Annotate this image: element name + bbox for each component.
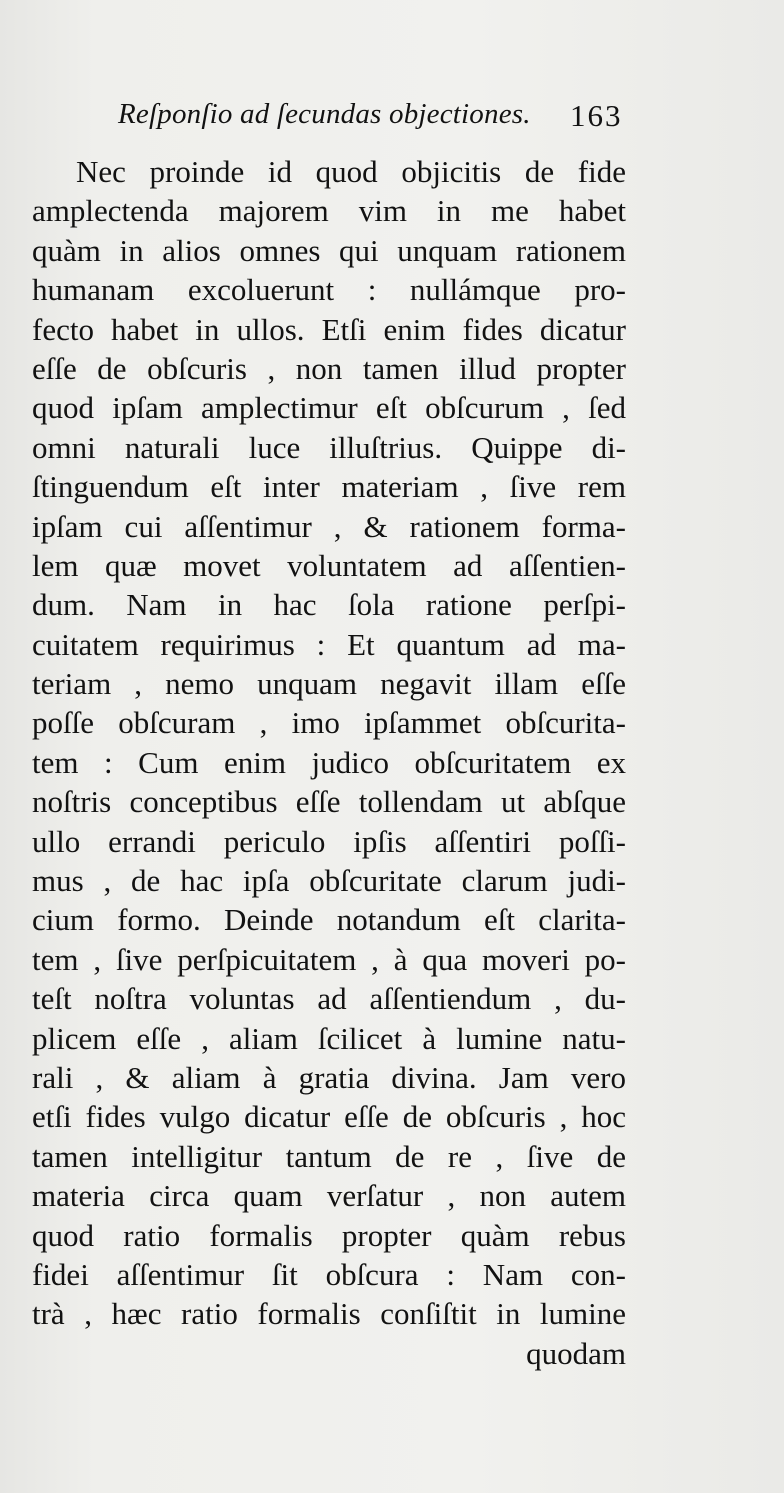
text-line: plicem eſſe , aliam ſcilicet à lumine natu- bbox=[32, 1020, 626, 1056]
text-line: quàm in alios omnes qui unquam rationem bbox=[32, 232, 626, 268]
text-line: teſt noſtra voluntas ad aſſentiendum , du- bbox=[32, 981, 626, 1017]
text-line: dum. Nam in hac ſola ratione perſpi- bbox=[32, 587, 626, 623]
text-line: noſtris conceptibus eſſe tollendam ut abſque bbox=[32, 784, 626, 820]
text-line: cuitatem requirimus : Et quantum ad ma- bbox=[32, 626, 626, 662]
text-line: rali , & aliam à gratia divina. Jam vero bbox=[32, 1059, 626, 1095]
text-line: mus , de hac ipſa obſcuritate clarum judi- bbox=[32, 863, 626, 899]
text-line: materia circa quam verſatur , non autem bbox=[32, 1178, 626, 1214]
text-line: Nec proinde id quod objicitis de fide bbox=[76, 154, 626, 189]
body-text bbox=[32, 152, 626, 1373]
text-line: ipſam cui aſſentimur , & rationem forma- bbox=[32, 508, 626, 544]
text-line: ſtinguendum eſt inter materiam , ſive rem bbox=[32, 469, 626, 505]
text-line: quod ratio formalis propter quàm rebus bbox=[32, 1217, 626, 1253]
page-header bbox=[118, 98, 658, 142]
text-line: fidei aſſentimur ſit obſcura : Nam con- bbox=[32, 1256, 626, 1292]
text-line: ullo errandi periculo ipſis aſſentiri poſſi- bbox=[32, 823, 626, 859]
text-line: amplectenda majorem vim in me habet bbox=[32, 193, 626, 229]
text-line: eſſe de obſcuris , non tamen illud propter bbox=[32, 350, 626, 386]
text-line: lem quæ movet voluntatem ad aſſentien- bbox=[32, 547, 626, 583]
text-line: tem , ſive perſpicuitatem , à qua moveri po- bbox=[32, 941, 626, 977]
text-line: cium formo. Deinde notandum eſt clarita- bbox=[32, 902, 626, 938]
catchword: quodam bbox=[526, 1335, 626, 1371]
text-line: tamen intelligitur tantum de re , ſive de bbox=[32, 1138, 626, 1174]
text-line: etſi fides vulgo dicatur eſſe de obſcuris , hoc bbox=[32, 1099, 626, 1135]
text-line: trà , hæc ratio formalis conſiſtit in lumine bbox=[32, 1296, 626, 1332]
text-line: omni naturali luce illuſtrius. Quippe di- bbox=[32, 429, 626, 465]
text-line: humanam excoluerunt : nullámque pro- bbox=[32, 272, 626, 308]
text-line: teriam , nemo unquam negavit illam eſſe bbox=[32, 666, 626, 702]
running-title: Reſponſio ad ſecundas objectiones. bbox=[118, 98, 531, 130]
page-number: 163 bbox=[570, 98, 623, 133]
text-line: tem : Cum enim judico obſcuritatem ex bbox=[32, 744, 626, 780]
text-line: poſſe obſcuram , imo ipſammet obſcurita- bbox=[32, 705, 626, 741]
text-line: quod ipſam amplectimur eſt obſcurum , ſed bbox=[32, 390, 626, 426]
text-line: fecto habet in ullos. Etſi enim fides dicatur bbox=[32, 311, 626, 347]
